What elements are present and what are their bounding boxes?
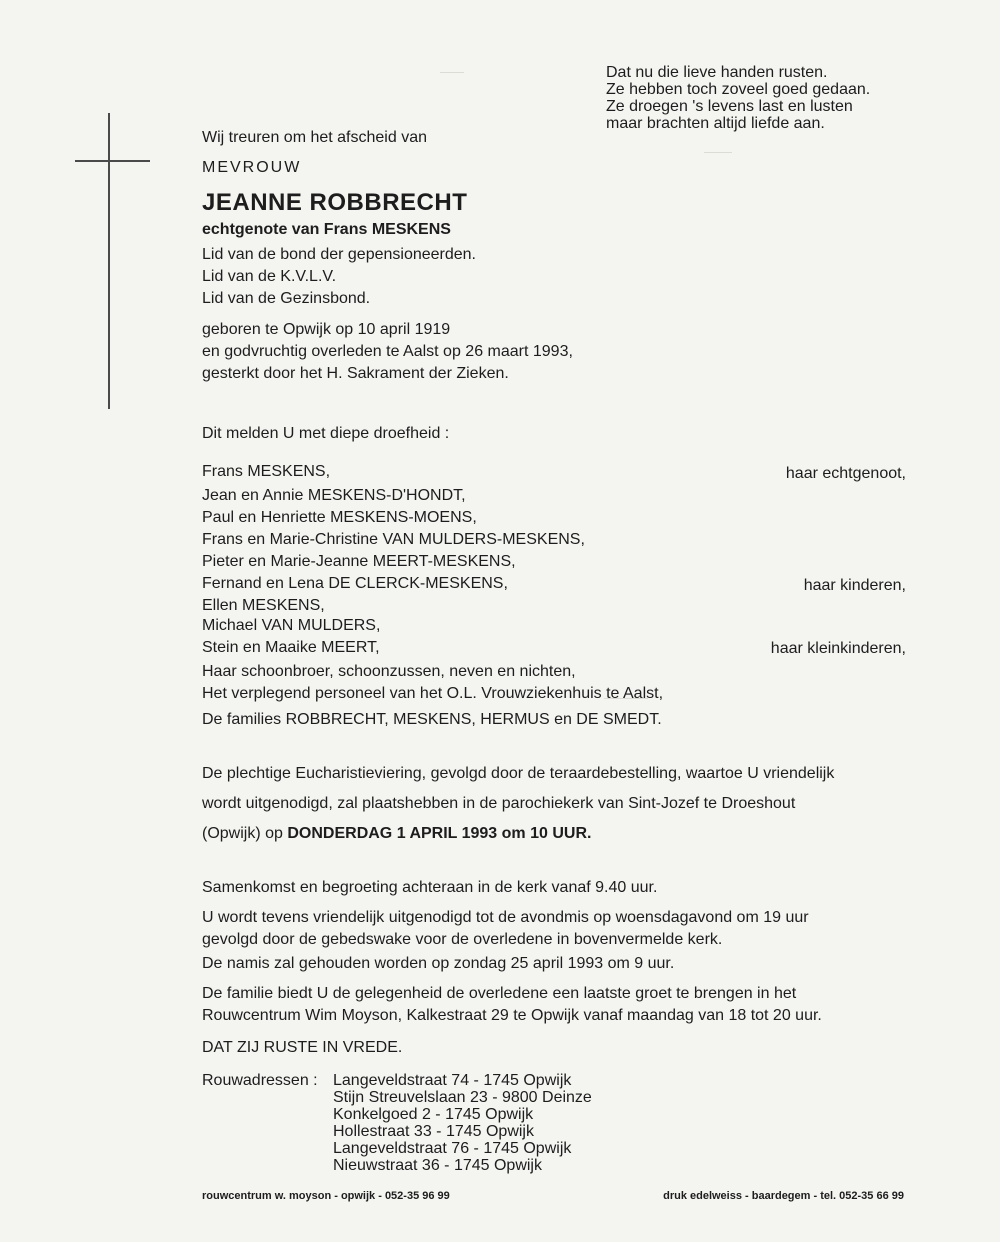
ceremony-line: wordt uitgenodigd, zal plaatshebben in de parochiekerk van Sint-Jozef te Droeshout	[202, 795, 796, 812]
ceremony-date: DONDERDAG 1 APRIL 1993 om 10 UUR.	[287, 825, 592, 842]
family-member: Michael VAN MULDERS,	[202, 617, 381, 634]
poem-line: Ze droegen 's levens last en lusten	[606, 98, 853, 115]
notice-line: gevolgd door de gebedswake voor de overledene in bovenvermelde kerk.	[202, 931, 723, 948]
print-smudge	[440, 72, 464, 73]
notice-line: Rouwcentrum Wim Moyson, Kalkestraat 29 te Opwijk vanaf maandag van 18 tot 20 uur.	[202, 1007, 822, 1024]
address-line: Langeveldstraat 76 - 1745 Opwijk	[333, 1140, 572, 1157]
closing-prayer: DAT ZIJ RUSTE IN VREDE.	[202, 1039, 403, 1056]
poem	[606, 64, 870, 132]
print-smudge	[704, 152, 732, 153]
address-line: Konkelgoed 2 - 1745 Opwijk	[333, 1106, 534, 1123]
family-member: Stein en Maaike MEERT,	[202, 639, 380, 656]
family-member: Paul en Henriette MESKENS-MOENS,	[202, 509, 477, 526]
cross-horizontal-bar	[75, 160, 150, 162]
poem-line: Ze hebben toch zoveel goed gedaan.	[606, 81, 871, 98]
deceased-name: JEANNE ROBBRECHT	[202, 189, 468, 216]
ceremony-date-line	[202, 826, 591, 842]
notice-line: De familie biedt U de gelegenheid de overledene een laatste groet te brengen in het	[202, 985, 797, 1002]
family-member: Frans MESKENS,	[202, 463, 331, 480]
family-member: Ellen MESKENS,	[202, 597, 325, 614]
intro-text: Wij treuren om het afscheid van	[202, 129, 427, 146]
notice-line: De namis zal gehouden worden op zondag 25 april 1993 om 9 uur.	[202, 955, 675, 972]
relation-grandchildren: haar kleinkinderen,	[770, 640, 906, 657]
poem-line: maar brachten altijd liefde aan.	[606, 115, 825, 132]
notice-line: Samenkomst en begroeting achteraan in de kerk vanaf 9.40 uur.	[202, 879, 658, 896]
addresses-label: Rouwadressen :	[202, 1072, 318, 1089]
notice-line: U wordt tevens vriendelijk uitgenodigd tot de avondmis op woensdagavond om 19 uur	[202, 909, 809, 926]
ceremony-line: De plechtige Eucharistieviering, gevolgd door de teraardebestelling, waartoe U vriendelijk	[202, 765, 835, 782]
sacrament-line: gesterkt door het H. Sakrament der Zieken.	[202, 365, 509, 382]
address-line: Hollestraat 33 - 1745 Opwijk	[333, 1123, 534, 1140]
family-member: De families ROBBRECHT, MESKENS, HERMUS en DE SMEDT.	[202, 711, 662, 728]
membership-line: Lid van de Gezinsbond.	[202, 290, 371, 307]
family-member: Jean en Annie MESKENS-D'HONDT,	[202, 487, 466, 504]
family-member: Fernand en Lena DE CLERCK-MESKENS,	[202, 575, 508, 592]
cross-vertical-bar	[108, 113, 110, 409]
footer-printer: druk edelweiss - baardegem - tel. 052-35 66 99	[663, 1190, 904, 1202]
ceremony-prefix: (Opwijk) op	[202, 825, 288, 842]
family-member: Haar schoonbroer, schoonzussen, neven en nichten,	[202, 663, 576, 680]
announcement: Dit melden U met diepe droefheid :	[202, 425, 450, 442]
relation-spouse: haar echtgenoot,	[785, 465, 906, 482]
address-line: Stijn Streuvelslaan 23 - 9800 Deinze	[333, 1089, 592, 1106]
title-word: MEVROUW	[202, 159, 302, 176]
address-line: Nieuwstraat 36 - 1745 Opwijk	[333, 1157, 542, 1174]
family-member: Frans en Marie-Christine VAN MULDERS-MESKENS,	[202, 531, 585, 548]
membership-line: Lid van de bond der gepensioneerden.	[202, 246, 476, 263]
poem-line: Dat nu die lieve handen rusten.	[606, 64, 828, 81]
membership-line: Lid van de K.V.L.V.	[202, 268, 337, 285]
relation-children: haar kinderen,	[803, 577, 906, 594]
family-member: Pieter en Marie-Jeanne MEERT-MESKENS,	[202, 553, 516, 570]
address-line: Langeveldstraat 74 - 1745 Opwijk	[333, 1072, 572, 1089]
spouse-line: echtgenote van Frans MESKENS	[202, 221, 451, 238]
death-line: en godvruchtig overleden te Aalst op 26 maart 1993,	[202, 343, 573, 360]
family-member: Het verplegend personeel van het O.L. Vrouwziekenhuis te Aalst,	[202, 685, 664, 702]
birth-line: geboren te Opwijk op 10 april 1919	[202, 321, 451, 338]
footer-funeral-home: rouwcentrum w. moyson - opwijk - 052-35 96 99	[202, 1190, 450, 1202]
